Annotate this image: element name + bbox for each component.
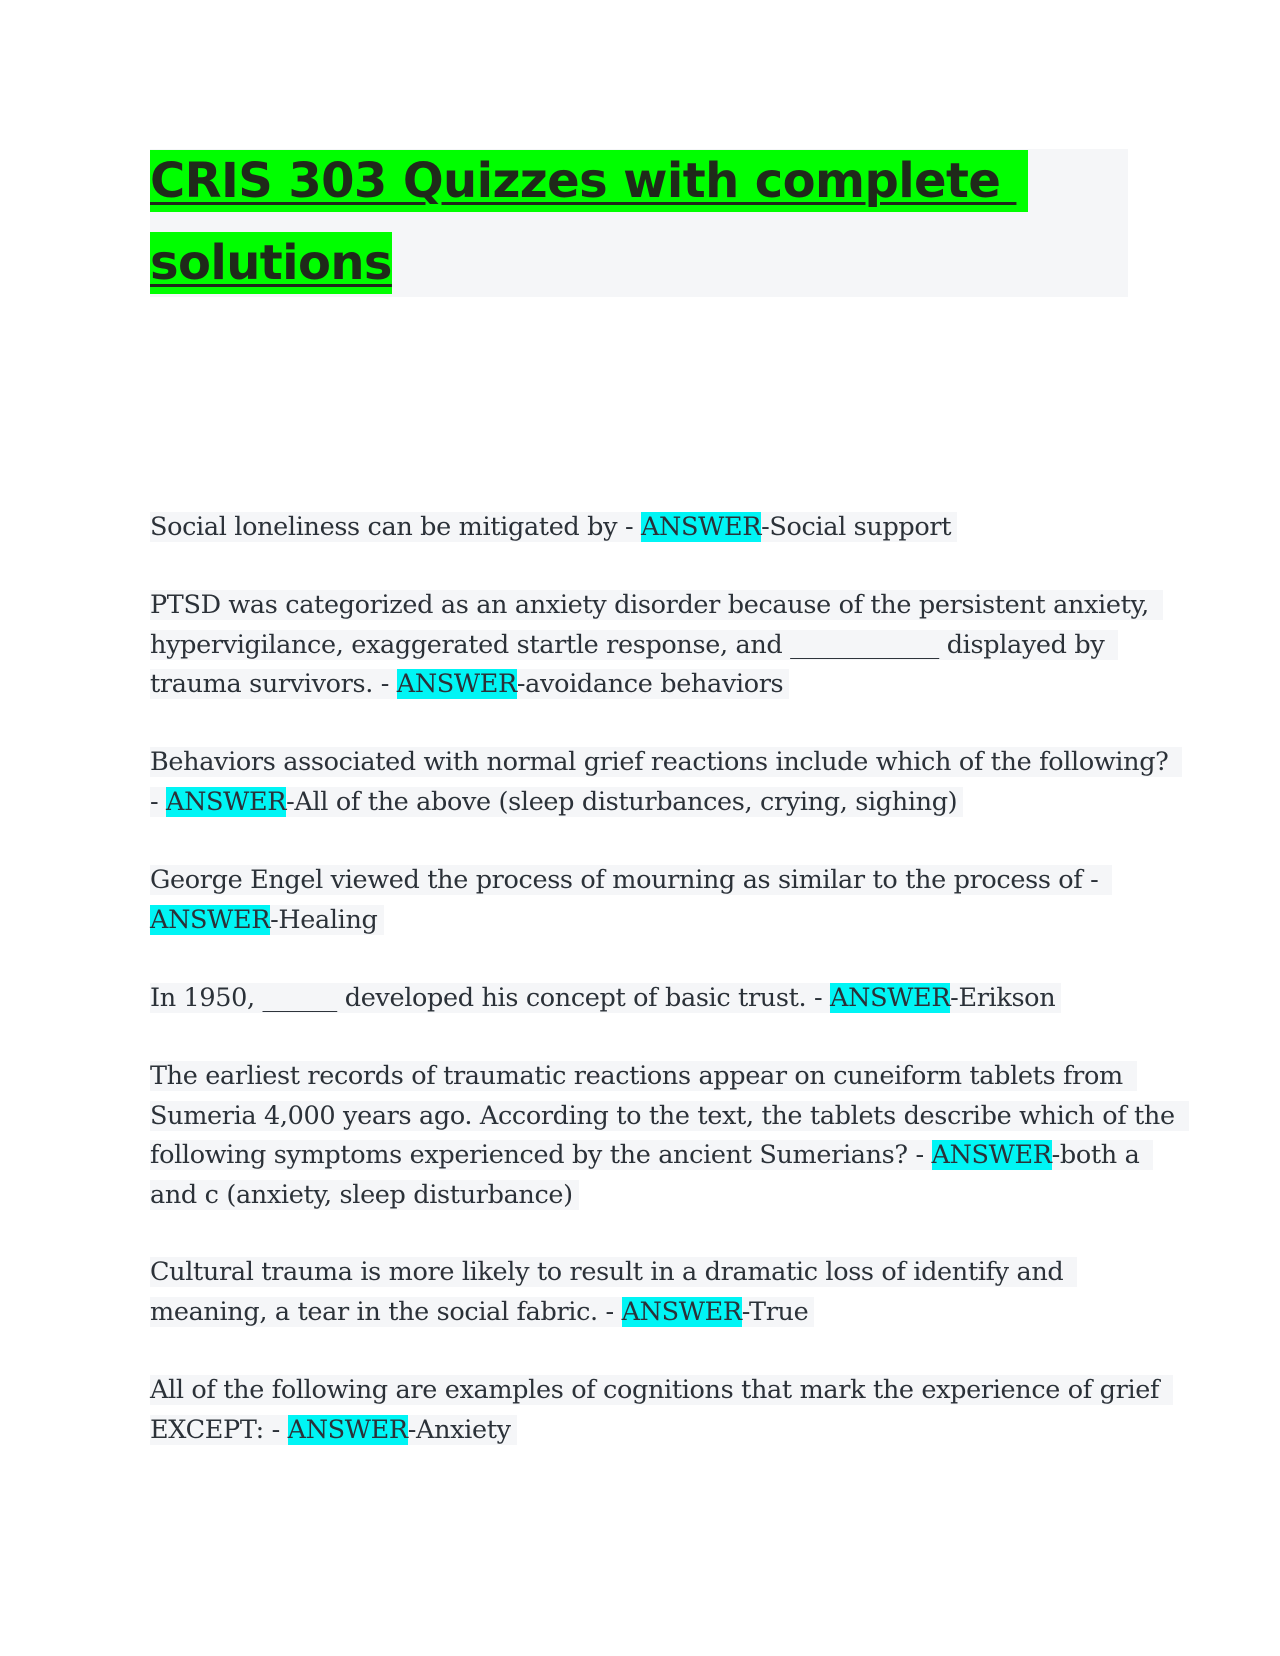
question-text: PTSD was categorized as an anxiety disorder because of the persistent anxiety,	[150, 590, 1157, 620]
qa-line	[150, 1411, 1173, 1451]
answer-highlight: ANSWER	[621, 1296, 742, 1327]
qa-line	[150, 901, 1112, 941]
question-text: In 1950, ______ developed his concept of basic trust. -	[150, 983, 831, 1013]
qa-line-text	[150, 1415, 517, 1445]
question-text: trauma survivors. -	[150, 669, 397, 699]
qa-line-text	[150, 1101, 1189, 1131]
qa-line-text	[150, 1375, 1173, 1405]
qa-item	[150, 1057, 1189, 1215]
answer-text: -Erikson	[950, 983, 1056, 1013]
qa-line-text	[150, 590, 1163, 620]
question-text: Behaviors associated with normal grief reactions include which of the following?	[150, 747, 1177, 777]
qa-item	[150, 508, 957, 548]
qa-item	[150, 586, 1163, 705]
answer-text: -True	[741, 1296, 809, 1327]
qa-line	[150, 626, 1163, 666]
qa-line-text	[150, 747, 1182, 777]
question-text: Social loneliness can be mitigated by -	[150, 512, 641, 542]
qa-line-text	[150, 630, 1118, 660]
qa-item	[150, 861, 1112, 940]
question-text: following symptoms experienced by the ancient Sumerians? -	[150, 1140, 932, 1170]
qa-line	[150, 1253, 1077, 1293]
question-text: -	[150, 786, 167, 817]
qa-line	[150, 1176, 1189, 1216]
answer-highlight: ANSWER	[166, 786, 287, 817]
answer-text: -Healing	[270, 904, 378, 935]
question-text: George Engel viewed the process of mourning as similar to the process of -	[150, 865, 1107, 895]
qa-line	[150, 1293, 1077, 1333]
qa-line	[150, 783, 1182, 823]
answer-text: -Social support	[761, 512, 952, 542]
answer-highlight: ANSWER	[640, 512, 762, 542]
qa-line-text	[150, 1140, 1153, 1170]
answer-highlight: ANSWER	[931, 1140, 1052, 1170]
qa-line-text	[150, 1180, 579, 1210]
question-text: The earliest records of traumatic reactions appear on cuneiform tablets from	[150, 1061, 1131, 1091]
title-block	[150, 149, 1128, 297]
question-text: hypervigilance, exaggerated startle response, and ____________ displayed by	[150, 629, 1113, 660]
qa-line-text	[150, 1297, 814, 1327]
answer-text: -All of the above (sleep disturbances, crying, sighing)	[286, 786, 958, 817]
answer-highlight: ANSWER	[287, 1414, 408, 1445]
answer-highlight: ANSWER	[150, 904, 271, 935]
question-text: meaning, a tear in the social fabric. -	[150, 1296, 622, 1327]
document-title-line-1: CRIS 303 Quizzes with complete	[150, 150, 1028, 212]
answer-highlight: ANSWER	[830, 983, 951, 1013]
qa-line-text	[150, 865, 1112, 895]
qa-line	[150, 665, 1163, 705]
answer-text: -both a	[1051, 1140, 1148, 1170]
qa-item	[150, 743, 1182, 822]
qa-line	[150, 1136, 1189, 1176]
qa-line	[150, 1371, 1173, 1411]
question-text: All of the following are examples of cognitions that mark the experience of grief	[150, 1375, 1167, 1405]
question-text: and c (anxiety, sleep disturbance)	[150, 1179, 573, 1210]
qa-item	[150, 1371, 1173, 1450]
qa-item	[150, 979, 1061, 1019]
document-title-line-2: solutions	[150, 232, 392, 294]
qa-line	[150, 1057, 1189, 1097]
qa-line-text	[150, 1257, 1077, 1287]
qa-line	[150, 979, 1061, 1019]
qa-line-text	[150, 669, 789, 699]
answer-highlight: ANSWER	[396, 669, 517, 699]
answer-text: -avoidance behaviors	[516, 669, 784, 699]
question-text: Sumeria 4,000 years ago. According to the text, the tablets describe which of the	[150, 1100, 1183, 1131]
qa-line-text	[150, 983, 1061, 1013]
qa-line-text	[150, 512, 957, 542]
qa-line	[150, 1097, 1189, 1137]
qa-line	[150, 743, 1182, 783]
answer-text: -Anxiety	[407, 1414, 511, 1445]
qa-line-text	[150, 1061, 1137, 1091]
question-text: EXCEPT: -	[150, 1414, 288, 1445]
qa-line	[150, 861, 1112, 901]
question-text: Cultural trauma is more likely to result in a dramatic loss of identify and	[150, 1257, 1072, 1287]
qa-line-text	[150, 905, 384, 935]
qa-line-text	[150, 787, 963, 817]
qa-line	[150, 508, 957, 548]
qa-line	[150, 586, 1163, 626]
qa-item	[150, 1253, 1077, 1332]
